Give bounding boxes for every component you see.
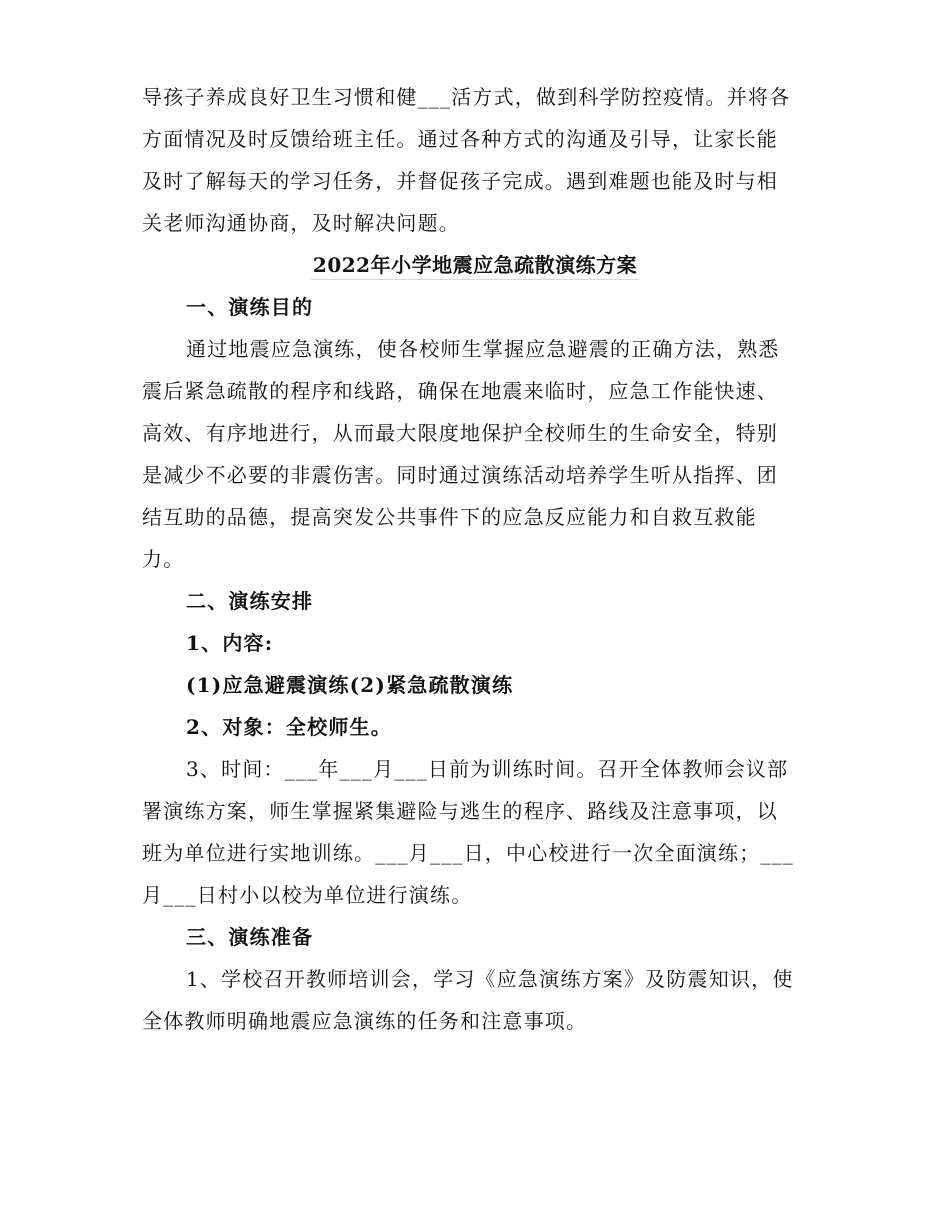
section2-item3-line: 署演练方案，师生掌握紧集避险与逃生的程序、路线及注意事项，以 [142,799,778,823]
section2-item1-content: (1)应急避震演练(2)紧急疏散演练 [186,673,514,697]
intro-line: 方面情况及时反馈给班主任。通过各种方式的沟通及引导，让家长能 [142,127,778,151]
document-title [142,244,808,286]
intro-line: 导孩子养成良好卫生习惯和健___活方式，做到科学防控疫情。并将各 [142,85,791,109]
section1-line: 是减少不必要的非震伤害。同时通过演练活动培养学生听从指挥、团 [142,463,778,487]
section2-item2: 2、对象：全校师生。 [186,715,392,739]
intro-line: 关老师沟通协商，及时解决问题。 [142,211,460,235]
section2-item3-line: 班为单位进行实地训练。___月___日，中心校进行一次全面演练；___ [142,841,794,865]
section1-line: 震后紧急疏散的程序和线路，确保在地震来临时，应急工作能快速、 [142,379,778,403]
document-page [142,76,808,1042]
section1-line: 高效、有序地进行，从而最大限度地保护全校师生的生命安全，特别 [142,421,778,445]
section3-line: 全体教师明确地震应急演练的任务和注意事项。 [142,1009,588,1033]
section3-line: 1、学校召开教师培训会，学习《应急演练方案》及防震知识，使 [186,967,794,991]
section3-heading: 三、演练准备 [186,925,314,949]
section2-heading: 二、演练安排 [186,589,314,613]
section1-line: 通过地震应急演练，使各校师生掌握应急避震的正确方法，熟悉 [186,337,780,361]
section1-heading: 一、演练目的 [186,295,314,319]
section2-item3-line: 月___日村小以校为单位进行演练。 [142,883,473,907]
intro-line: 及时了解每天的学习任务，并督促孩子完成。遇到难题也能及时与相 [142,169,778,193]
section2-item1-label: 1、内容: [186,631,274,655]
section2-item3-line: 3、时间：___年___月___日前为训练时间。召开全体教师会议部 [186,757,789,781]
section1-line: 力。 [142,547,185,571]
document-title-text: 2022年小学地震应急疏散演练方案 [311,253,639,280]
section1-line: 结互助的品德，提高突发公共事件下的应急反应能力和自救互救能 [142,505,757,529]
